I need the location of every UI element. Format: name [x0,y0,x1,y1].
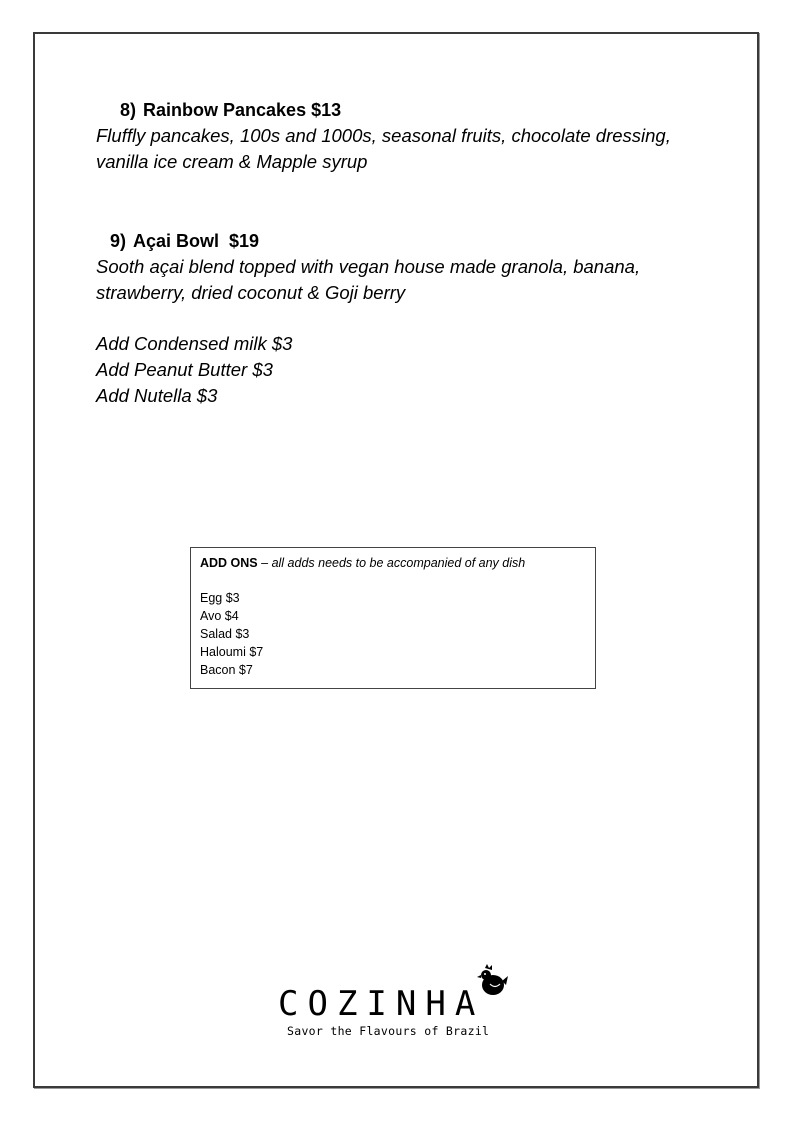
menu-item-title [110,230,259,252]
brand-logo [278,962,518,1042]
item-name-price: Açai Bowl $19 [133,231,260,251]
addon-item: Salad $3 [200,627,250,641]
addon-item: Avo $4 [200,609,239,623]
extra-option: Add Condensed milk $3 [96,333,293,354]
description-line: vanilla ice cream & Mapple syrup [96,151,368,172]
brand-tagline: Savor the Flavours of Brazil [287,1024,490,1038]
addons-note: all adds needs to be accompanied of any dish [271,556,526,570]
extra-option: Add Nutella $3 [96,385,218,406]
description-line: Sooth açai blend topped with vegan house made granola, banana, [96,256,641,277]
addon-item: Haloumi $7 [200,645,264,659]
addons-box [190,547,596,689]
addons-list [200,589,586,679]
addons-separator: – [257,556,272,570]
addon-item: Egg $3 [200,591,240,605]
menu-item-title [120,99,341,121]
addon-item: Bacon $7 [200,663,253,677]
item-number: 9) [110,231,127,251]
description-line: Fluffly pancakes, 100s and 1000s, seasonal fruits, chocolate dressing, [96,125,671,146]
brand-name: COZINHA [278,984,485,1024]
item-number: 8) [120,100,137,120]
menu-item-description [96,123,671,175]
menu-item-extras [96,331,292,409]
addons-title: ADD ONS [200,556,258,570]
menu-item-description [96,254,640,306]
extra-option: Add Peanut Butter $3 [96,359,273,380]
item-name-price: Rainbow Pancakes $13 [143,100,342,120]
description-line: strawberry, dried coconut & Goji berry [96,282,406,303]
addons-heading [200,554,586,572]
